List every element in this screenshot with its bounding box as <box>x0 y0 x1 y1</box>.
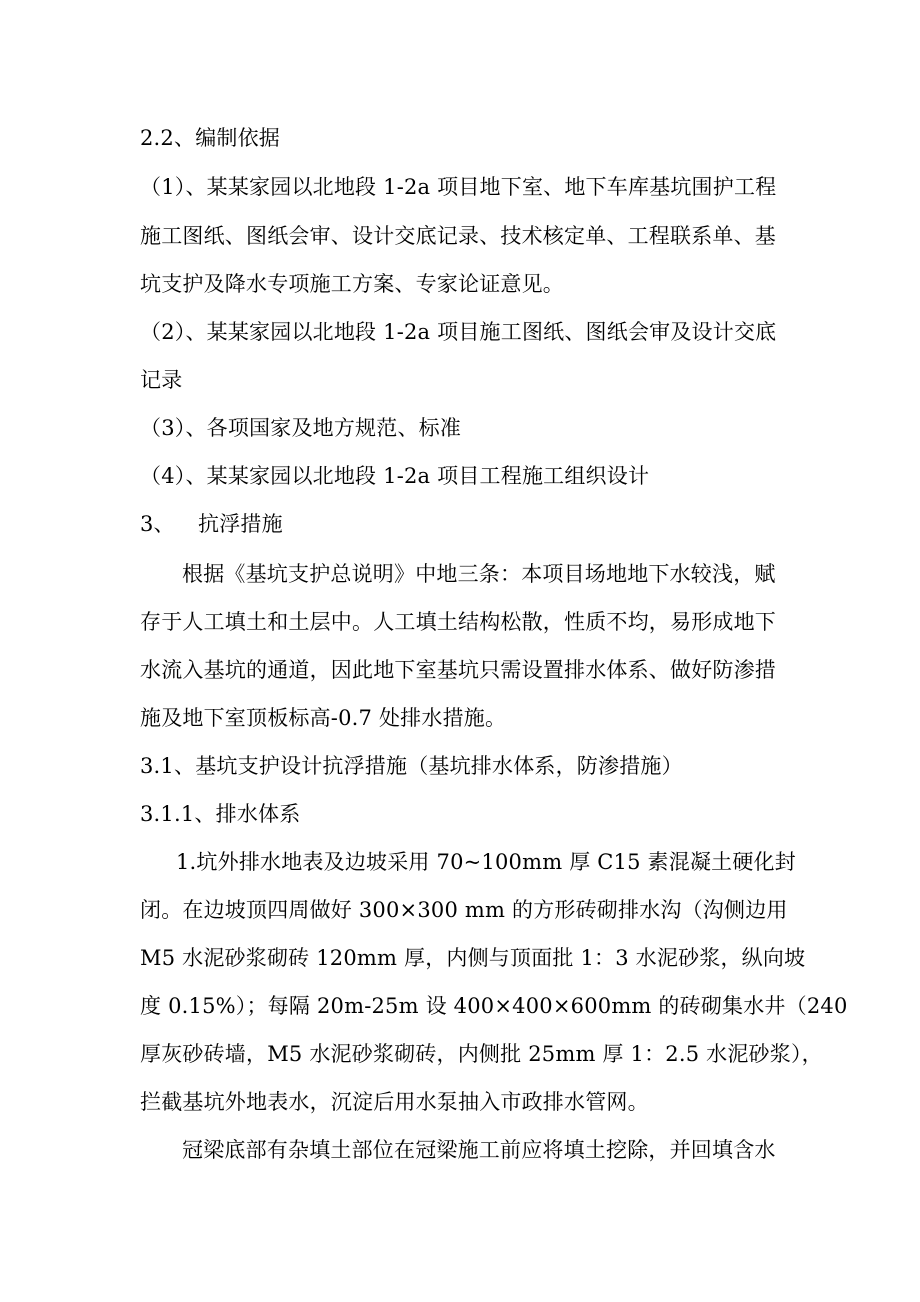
section-heading-3-title: 抗浮措施 <box>198 512 283 536</box>
intro-paragraph-line-4: 施及地下室顶板标高-0.7 处排水措施。 <box>140 706 507 730</box>
drainage-paragraph-line-4: 度 0.15%）；每隔 20m-25m 设 400×400×600mm 的砖砌集水井（240 <box>140 994 848 1018</box>
intro-paragraph-line-2: 存于人工填土和土层中。人工填土结构松散，性质不均，易形成地下 <box>140 610 776 634</box>
intro-paragraph-line-3: 水流入基坑的通道，因此地下室基坑只需设置排水体系、做好防渗措 <box>140 658 776 682</box>
basis-item-1-line-2: 施工图纸、图纸会审、设计交底记录、技术核定单、工程联系单、基 <box>140 224 776 248</box>
basis-item-2-line-2: 记录 <box>140 368 183 392</box>
basis-item-2-line-1: （2）、某某家园以北地段 1-2a 项目施工图纸、图纸会审及设计交底 <box>140 320 777 344</box>
last-paragraph-line-1: 冠梁底部有杂填土部位在冠梁施工前应将填土挖除，并回填含水 <box>182 1138 776 1162</box>
drainage-paragraph-line-1: 1.坑外排水地表及边坡采用 70~100mm 厚 C15 素混凝土硬化封 <box>176 850 796 874</box>
drainage-paragraph-line-2: 闭。在边坡顶四周做好 300×300 mm 的方形砖砌排水沟（沟侧边用 <box>140 898 788 922</box>
drainage-paragraph-line-5: 厚灰砂砖墙，M5 水泥砂浆砌砖，内侧批 25mm 厚 1：2.5 水泥砂浆）， <box>140 1042 823 1066</box>
section-heading-3 <box>140 510 283 538</box>
drainage-paragraph-line-6: 拦截基坑外地表水，沉淀后用水泵抽入市政排水管网。 <box>140 1090 649 1114</box>
basis-item-1-line-3: 坑支护及降水专项施工方案、专家论证意见。 <box>140 272 564 296</box>
section-heading-3-number: 3、 <box>140 512 175 536</box>
intro-paragraph-line-1: 根据《基坑支护总说明》中地三条：本项目场地地下水较浅，赋 <box>182 562 776 586</box>
section-heading-2-2: 2.2、编制依据 <box>140 126 280 150</box>
basis-item-3: （3）、各项国家及地方规范、标准 <box>140 416 462 440</box>
section-heading-3-1: 3.1、基坑支护设计抗浮措施（基坑排水体系，防渗措施） <box>140 754 683 778</box>
basis-item-4: （4）、某某家园以北地段 1-2a 项目工程施工组织设计 <box>140 464 650 488</box>
section-heading-3-1-1: 3.1.1、排水体系 <box>140 802 301 826</box>
drainage-paragraph-line-3: M5 水泥砂浆砌砖 120mm 厚，内侧与顶面批 1：3 水泥砂浆，纵向坡 <box>140 946 806 970</box>
basis-item-1-line-1: （1）、某某家园以北地段 1-2a 项目地下室、地下车库基坑围护工程 <box>140 175 777 199</box>
